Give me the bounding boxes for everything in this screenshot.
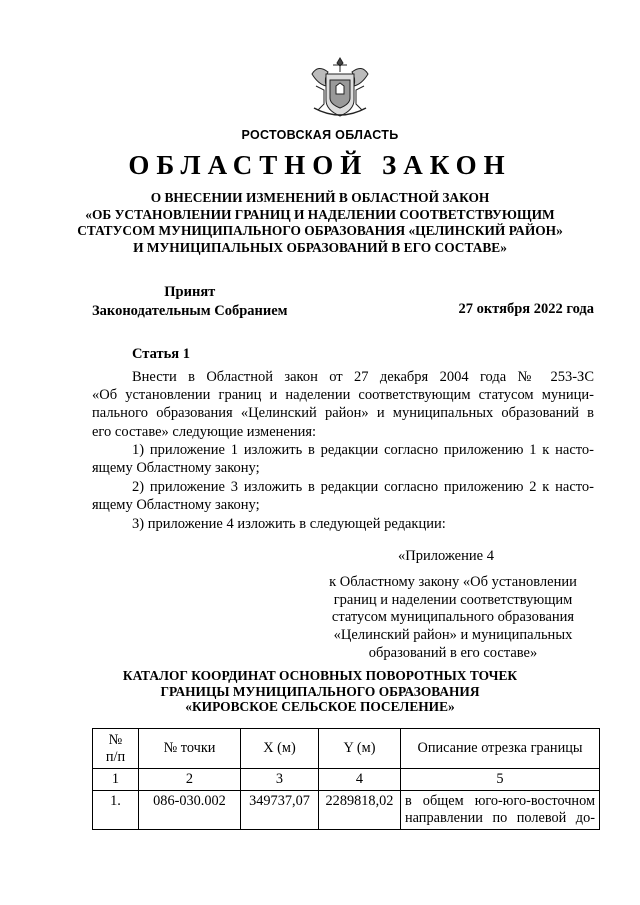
catalog-title xyxy=(60,668,580,715)
row-point: 086-030.002 xyxy=(139,791,241,830)
catalog-title-line: КАТАЛОГ КООРДИНАТ ОСНОВНЫХ ПОВОРОТНЫХ ТОЧЕК xyxy=(122,668,518,683)
row-desc-line: направлении по полевой до- xyxy=(405,810,595,826)
header-x: X (м) xyxy=(241,729,319,769)
adoption-date: 27 октября 2022 года xyxy=(458,301,594,317)
header-point: № точки xyxy=(139,729,241,769)
law-title-line: СТАТУСОМ МУНИЦИПАЛЬНОГО ОБРАЗОВАНИЯ «ЦЕЛИНСКИЙ РАЙОН» xyxy=(77,223,563,238)
article-text-line: его составе» следующие изменения: xyxy=(92,423,317,440)
row-y: 2289818,02 xyxy=(319,791,401,830)
col-number: 3 xyxy=(241,769,319,791)
appendix-line: «Целинский район» и муниципальных xyxy=(333,627,573,644)
law-title-line: И МУНИЦИПАЛЬНЫХ ОБРАЗОВАНИЙ В ЕГО СОСТАВЕ» xyxy=(133,239,507,255)
col-number: 1 xyxy=(93,769,139,791)
appendix-line: к Областному закону «Об установлении xyxy=(329,573,577,590)
table-col-number-row xyxy=(93,769,600,791)
article-item-line: 3) приложение 4 изложить в следующей редакции: xyxy=(132,516,446,532)
adoption-block xyxy=(92,283,288,320)
article-heading: Статья 1 xyxy=(132,346,190,362)
appendix-caption xyxy=(310,548,596,663)
coat-of-arms-emblem xyxy=(300,56,380,122)
law-type-heading: ОБЛАСТНОЙ ЗАКОН xyxy=(128,150,512,180)
col-number: 2 xyxy=(139,769,241,791)
catalog-title-line: «КИРОВСКОЕ СЕЛЬСКОЕ ПОСЕЛЕНИЕ» xyxy=(185,699,455,714)
article-item-3 xyxy=(92,515,594,533)
appendix-line: статусом муниципального образования xyxy=(331,609,575,626)
law-title-line: О ВНЕСЕНИИ ИЗМЕНЕНИЙ В ОБЛАСТНОЙ ЗАКОН xyxy=(150,190,490,205)
appendix-line: границ и наделении соответствующим xyxy=(333,591,573,608)
header-num-line: п/п xyxy=(105,748,126,765)
law-title xyxy=(60,190,580,256)
article-text-line: пального образования «Целинский район» и муниципальных образований в xyxy=(92,405,594,422)
article-text-line: «Об установлении границ и наделении соответствующим статусом муници- xyxy=(92,387,594,404)
appendix-title: «Приложение 4 xyxy=(398,548,494,564)
law-title-line: «ОБ УСТАНОВЛЕНИИ ГРАНИЦ И НАДЕЛЕНИИ СООТВЕТСТВУЮЩИМ xyxy=(85,206,555,222)
region-name: РОСТОВСКАЯ ОБЛАСТЬ xyxy=(241,128,399,142)
article-item-line: 1) приложение 1 изложить в редакции согласно приложению 1 к насто- xyxy=(132,442,594,458)
article-intro xyxy=(92,368,594,441)
col-number: 5 xyxy=(401,769,600,791)
header-num-line: № xyxy=(108,731,123,748)
row-desc xyxy=(401,791,600,830)
header-desc: Описание отрезка границы xyxy=(401,729,600,769)
header-y: Y (м) xyxy=(319,729,401,769)
coordinates-table xyxy=(92,728,600,830)
col-number: 4 xyxy=(319,769,401,791)
table-header-row xyxy=(93,729,600,769)
row-num: 1. xyxy=(93,791,139,830)
adoption-label: Принят xyxy=(164,284,216,300)
table-row xyxy=(93,791,600,830)
row-desc-line: в общем юго-юго-восточном xyxy=(405,793,595,809)
adoption-body: Законодательным Собранием xyxy=(92,302,288,319)
article-item-1 xyxy=(92,441,594,477)
header-num xyxy=(93,729,139,769)
article-item-2 xyxy=(92,478,594,514)
catalog-title-line: ГРАНИЦЫ МУНИЦИПАЛЬНОГО ОБРАЗОВАНИЯ xyxy=(160,683,480,699)
row-x: 349737,07 xyxy=(241,791,319,830)
article-item-line: ящему Областному закону; xyxy=(92,497,260,514)
article-item-line: ящему Областному закону; xyxy=(92,460,260,477)
appendix-line: образований в его составе» xyxy=(368,644,538,661)
article-text-line: Внести в Областной закон от 27 декабря 2004 года № 253-ЗС xyxy=(132,369,594,385)
article-item-line: 2) приложение 3 изложить в редакции согласно приложению 2 к насто- xyxy=(132,479,594,495)
